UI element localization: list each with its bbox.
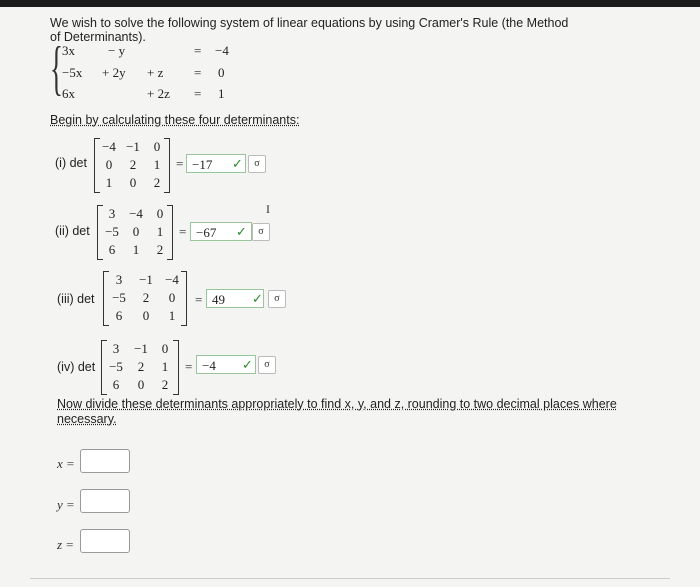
term: + z [147, 65, 164, 80]
key-icon[interactable]: σ [258, 356, 276, 374]
matrix-cell: −1 [134, 341, 148, 356]
det-label-1: (i) det [55, 156, 87, 170]
equals-sign: = [176, 156, 184, 171]
matrix-3 [103, 271, 187, 326]
matrix-cell: −4 [102, 139, 116, 154]
matrix-cell: −5 [105, 224, 119, 239]
key-icon[interactable]: σ [268, 290, 286, 308]
answer-field-1[interactable]: −17 [186, 154, 246, 173]
answer-field-4[interactable]: −4 [196, 355, 256, 374]
matrix-cell: 2 [156, 242, 164, 257]
system-brace: { [50, 35, 63, 101]
matrix-cell: 0 [105, 157, 113, 172]
matrix-cell: 0 [129, 175, 137, 190]
top-bar [0, 0, 700, 7]
var-name: y [57, 497, 63, 512]
matrix-cell: 0 [168, 290, 176, 305]
matrix-cell: 0 [137, 377, 145, 392]
check-icon: ✓ [252, 291, 263, 306]
equals-sign: = [194, 86, 202, 101]
text-cursor-icon: I [266, 202, 270, 216]
check-icon: ✓ [242, 357, 253, 372]
matrix-cell: 1 [105, 175, 113, 190]
det-label-3: (iii) det [57, 292, 95, 306]
equals-sign: = [66, 497, 75, 512]
det-label-4: (iv) det [57, 360, 96, 374]
matrix-cell: 6 [115, 308, 123, 323]
x-input[interactable] [80, 449, 130, 473]
var-name: x [57, 456, 63, 471]
matrix-cell: −1 [139, 272, 153, 287]
matrix-cell: −1 [126, 139, 140, 154]
equals-sign: = [194, 43, 202, 58]
matrix-cell: 1 [132, 242, 140, 257]
matrix-4 [101, 340, 179, 395]
term: 3x [62, 43, 75, 58]
rhs-value: 1 [218, 86, 225, 101]
divider [30, 578, 670, 579]
det-label-2: (ii) det [55, 224, 90, 238]
term: − y [108, 43, 126, 58]
matrix-cell: 2 [142, 290, 150, 305]
key-icon[interactable]: σ [248, 155, 266, 173]
equals-sign: = [185, 359, 193, 374]
matrix-cell: 3 [115, 272, 123, 287]
matrix-cell: 0 [153, 139, 161, 154]
z-input[interactable] [80, 529, 130, 553]
y-input[interactable] [80, 489, 130, 513]
matrix-cell: 6 [112, 377, 120, 392]
matrix-cell: −4 [129, 206, 143, 221]
key-icon[interactable]: σ [252, 223, 270, 241]
divide-instruction: Now divide these determinants appropriately to find x, y, and z, rounding to two decimal places where necessary. [57, 397, 617, 426]
answer-field-3[interactable]: 49 [206, 289, 264, 308]
matrix-cell: −5 [112, 290, 126, 305]
matrix-cell: 3 [108, 206, 116, 221]
var-label-z [57, 537, 73, 553]
equals-sign: = [66, 537, 74, 552]
matrix-cell: 0 [161, 341, 169, 356]
var-name: z [57, 537, 63, 552]
matrix-cell: 1 [168, 308, 176, 323]
term: −5x [62, 65, 83, 80]
matrix-cell: 1 [156, 224, 164, 239]
equals-sign: = [179, 224, 187, 239]
equals-sign: = [195, 292, 203, 307]
matrix-cell: 6 [108, 242, 116, 257]
matrix-cell: 1 [153, 157, 161, 172]
matrix-cell: 0 [156, 206, 164, 221]
matrix-1 [94, 138, 170, 193]
matrix-cell: 0 [132, 224, 140, 239]
matrix-cell: 1 [161, 359, 169, 374]
matrix-2 [97, 205, 173, 260]
matrix-cell: −4 [165, 272, 179, 287]
matrix-cell: 3 [112, 341, 120, 356]
matrix-cell: 2 [153, 175, 161, 190]
begin-instruction: Begin by calculating these four determinants: [50, 113, 300, 127]
term: + 2z [147, 86, 170, 101]
check-icon: ✓ [236, 224, 247, 239]
equals-sign: = [66, 456, 75, 471]
question-intro: We wish to solve the following system of linear equations by using Cramer's Rule (the Method of Determinants). [50, 16, 569, 44]
matrix-cell: −5 [109, 359, 123, 374]
term: + 2y [102, 65, 126, 80]
var-label-y [57, 497, 74, 513]
matrix-cell: 2 [137, 359, 145, 374]
term: 6x [62, 86, 75, 101]
matrix-cell: 2 [161, 377, 169, 392]
var-label-x [57, 456, 74, 472]
check-icon: ✓ [232, 156, 243, 171]
rhs-value: 0 [218, 65, 225, 80]
matrix-cell: 2 [129, 157, 137, 172]
answer-field-2[interactable]: −67 [190, 222, 252, 241]
rhs-value: −4 [215, 43, 229, 58]
equals-sign: = [194, 65, 202, 80]
matrix-cell: 0 [142, 308, 150, 323]
